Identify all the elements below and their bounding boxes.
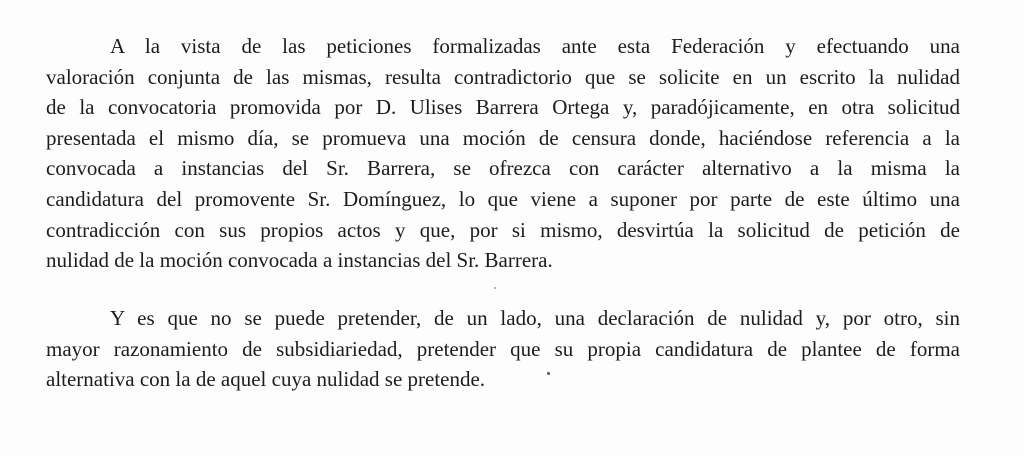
paragraph-line: presentada el mismo día, se promueva una moción de censura donde, haciéndose referencia a la: [46, 125, 960, 150]
scan-speck: [547, 372, 550, 375]
paragraph-line: alternativa con la de aquel cuya nulidad se pretende.: [46, 367, 486, 392]
scan-speck: [494, 287, 496, 289]
paragraph-line: nulidad de la moción convocada a instancias del Sr. Barrera.: [46, 248, 553, 273]
paragraph-line: A la vista de las peticiones formalizadas ante esta Federación y efectuando una: [110, 34, 960, 58]
paragraph-line: candidatura del promovente Sr. Domínguez, lo que viene a suponer por parte de este último una: [46, 186, 960, 211]
paragraph-1: [46, 31, 960, 276]
paragraph-line: de la convocatoria promovida por D. Ulises Barrera Ortega y, paradójicamente, en otra solicitud: [46, 95, 960, 120]
paragraph-line: contradicción con sus propios actos y que, por si mismo, desvirtúa la solicitud de petición de: [46, 217, 960, 242]
paragraph-line: valoración conjunta de las mismas, resulta contradictorio que se solicite en un escrito la nulidad: [46, 64, 960, 89]
paragraph-line: convocada a instancias del Sr. Barrera, se ofrezca con carácter alternativo a la misma la: [46, 156, 960, 181]
paragraph-line: mayor razonamiento de subsidiariedad, pretender que su propia candidatura de plantee de forma: [46, 336, 960, 361]
paragraph-line: Y es que no se puede pretender, de un lado, una declaración de nulidad y, por otro, sin: [110, 306, 960, 330]
paragraph-2: [46, 303, 960, 395]
